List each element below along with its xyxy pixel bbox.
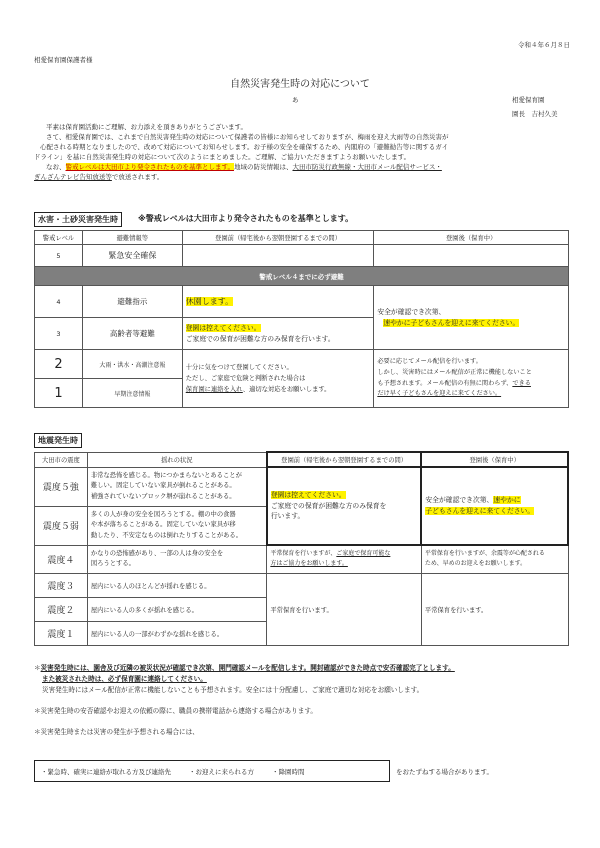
level-21-after (374, 350, 569, 408)
contact-box-tail: をおたずねする場合があります。 (396, 768, 493, 776)
note-1c: 災害発生時にはメール配信が正常に機能しないことも予想されます。安全には十分配慮し、ご家庭で適切な対応をお願いします。 (42, 685, 424, 694)
level-43-after-line2: 速やかに子どもさんを迎えに来てください。 (383, 318, 520, 327)
flood-band-row (35, 267, 569, 286)
intro-p2a: さて、相愛保育園では、これまで自然災害発生時の対応について保護者の皆様にお知らせしておりますが、梅雨を迎え大雨等の自然災害が (46, 133, 449, 142)
contact-box-item1: ・緊急時、確実に連絡が取れる方及び連絡先 (41, 767, 171, 776)
quake-row-3 (35, 573, 569, 597)
level-4: 4 (35, 286, 83, 318)
shaking-4 (87, 545, 266, 573)
level-21-before-line2: ただし、ご家庭で危険と判断された場合は (185, 374, 306, 382)
level-5-info: 緊急安全確保 (82, 245, 182, 267)
intro-p3-mid: 地域の防災情報は、 (233, 163, 293, 172)
intro-p2b: 心配される時期となりましたので、改めて対応についてお知らせします。お子様の安全を確保するため、内閣府の「避難勧告等に関するガイ (40, 143, 449, 152)
shaking-3: 屋内にいる人のほとんどが揺れを感じる。 (87, 573, 266, 597)
level-1-info: 早期注意情報 (82, 379, 182, 408)
shaking-4-line2: 図ろうとする。 (90, 560, 135, 567)
note-3: ＊災害発生時または災害の発生が予想される場合には、 (34, 727, 199, 736)
intro-p3-link1: 大田市防災行政無線・大田市メール配信サービス・ (292, 163, 442, 172)
shaking-5l-line3: 動したり、不安定なものは倒れたりすることがある。 (90, 531, 242, 539)
level-21-before-line3b: 、適切な対応をお願いします。 (242, 386, 331, 393)
date: 令和４年６月８日 (518, 41, 570, 49)
level-4-info: 避難指示 (82, 286, 182, 318)
flood-header-level: 警戒レベル (35, 231, 83, 245)
sender-org: 相愛保育園 (512, 96, 545, 104)
notes (34, 663, 579, 737)
shaking-5u-line2: 難しい。固定していない家具が倒れることがある。 (90, 482, 236, 490)
level-3-before-line2: ご家庭での保育が困難な方のみ保育を行います。 (185, 334, 335, 343)
shaking-1: 屋内にいる人の一部がわずかな揺れを感じる。 (87, 621, 266, 645)
level-2-info: 大雨・洪水・高潮注意報 (82, 350, 182, 379)
note-3-text: 災害発生時または災害の発生が予想される場合には、 (40, 727, 199, 736)
quake-4-before-line2: 方はご協力をお願いします。 (270, 560, 348, 568)
level-21-after-line3: も予想されます。メール配信の有無に関わらず、 (377, 379, 513, 387)
level-21-before-line1: 十分に気をつけて登園してください。 (185, 363, 293, 371)
quake-4-after-line2: ため、早めのお迎えをお願いします。 (424, 560, 527, 568)
intensity-5l: 震度５弱 (35, 506, 88, 545)
note-1b: また被災された時は、必ず保育園に連絡してください。 (42, 674, 207, 683)
quake-5-before (267, 467, 422, 545)
quake-5-after-hl1: 速やかに (493, 496, 521, 505)
level-3-before (182, 318, 374, 350)
intro (34, 122, 579, 182)
level-43-after-line1: 安全が確認でき次第、 (377, 307, 446, 316)
level-2: 2 (35, 350, 83, 379)
quake-5-before-line2: ご家庭での保育が困難な方のみ保育を (270, 501, 387, 510)
quake-321-after: 平常保育を行います。 (421, 573, 568, 645)
level-21-before-line3a: 保育園に連絡を入れ (185, 386, 243, 393)
flood-row-4 (35, 286, 569, 318)
recipient: 相愛保育園保護者様 (34, 56, 93, 64)
level-5-before (182, 245, 374, 267)
quake-header-shaking: 揺れの状況 (87, 452, 266, 467)
quake-5-after-line1: 安全が確認でき次第、 (425, 496, 494, 505)
intro-p3-pre: なお、 (46, 163, 66, 172)
quake-tag: 地震発生時 (34, 433, 82, 448)
quake-header-row (35, 452, 569, 467)
shaking-5l-line2: や本が落ちることがある。固定していない家具が移 (90, 521, 236, 529)
stray-char: あ (292, 96, 299, 104)
flood-row-5 (35, 245, 569, 267)
level-4-before (182, 286, 374, 318)
quake-header-after: 登園後（保育中） (421, 452, 568, 467)
quake-header-before: 登園前（帰宅後から翌朝登園するまでの間） (267, 452, 422, 467)
intensity-1: 震度１ (35, 621, 88, 645)
quake-table (34, 451, 569, 646)
intensity-2: 震度２ (35, 597, 88, 621)
quake-5-before-line3: 行います。 (270, 512, 305, 521)
evacuate-band: 警戒レベル４までに必ず避難 (35, 267, 569, 286)
intro-p3-end: で放送されます。 (111, 173, 164, 182)
level-43-after (374, 286, 569, 350)
quake-4-after-line1: 平常保育を行いますが、余震等が心配される (424, 550, 545, 558)
shaking-2: 屋内にいる人の多くが揺れを感じる。 (87, 597, 266, 621)
note-2-text: 災害発生時の安否確認やお迎えの依頼の際に、職員の携帯電話から連絡する場合があります。 (40, 706, 318, 715)
intro-p2c: ドライン」を基に自然災害発生時の対応について次のようにまとめました。ご理解、ご協力いただきますようお願いいたします。 (34, 153, 411, 162)
level-3-info: 高齢者等避難 (82, 318, 182, 350)
level-5: 5 (35, 245, 83, 267)
intro-p3b (34, 172, 579, 182)
intro-p3 (34, 162, 579, 172)
note-1: ＊災害発生時には、園舎及び近隣の被災状況が確認でき次第、開門確認メールを配信します。開封確認ができた時点で安否確認完了とします。 (34, 664, 455, 672)
note-1a: 災害発生時には、園舎及び近隣の被災状況が確認でき次第、開門確認メールを配信します。開封確認ができた時点で安否確認完了とします。 (40, 664, 455, 672)
shaking-5u-line3: 補強されていないブロック塀が崩れることがある。 (90, 492, 236, 500)
intro-p1: 平素は保育園活動にご理解、お力添えを頂きありがとうございます。 (46, 123, 247, 131)
level-3: 3 (35, 318, 83, 350)
quake-row-5u (35, 467, 569, 506)
flood-tag: 水害・土砂災害発生時 (34, 212, 122, 227)
page-title: 自然災害発生時の対応について (230, 79, 370, 90)
level-21-before (182, 350, 374, 408)
quake-321-before: 平常保育を行います。 (267, 573, 422, 645)
flood-table (34, 230, 569, 408)
shaking-5u-line1: 非常な恐怖を感じる。物につかまらないとあることが (90, 472, 242, 480)
shaking-5l-line1: 多くの人が身の安全を図ろうとする。棚の中の食器 (90, 511, 236, 519)
quake-4-after (421, 545, 568, 573)
level-21-after-line4: だけ早く子どもさんを迎えに来てください。 (377, 390, 502, 398)
flood-note: ※警戒レベルは大田市より発令されたものを基準とします。 (138, 214, 354, 223)
level-21-after-line2: しかし、災害時にはメール配信が正常に機能しないこと (377, 368, 532, 376)
flood-row-2 (35, 350, 569, 379)
intensity-3: 震度３ (35, 573, 88, 597)
shaking-5u (87, 467, 266, 506)
sender-name: 園長 吉村久美 (512, 110, 558, 118)
quake-4-before-line1u: ご家庭で保育可能な (336, 550, 391, 558)
quake-5-after (421, 467, 568, 545)
quake-5-before-hl: 登園は控えてください。 (270, 490, 346, 499)
note-2: ＊災害発生時の安否確認やお迎えの依頼の際に、職員の携帯電話から連絡する場合があります。 (34, 706, 318, 715)
level-21-after-line1: 必要に応じてメール配信を行います。 (377, 357, 482, 365)
quake-row-4 (35, 545, 569, 573)
intro-p3-link2: ぎんざんテレビ告知放送等 (34, 173, 112, 182)
contact-box (34, 760, 390, 782)
contact-box-item3: ・降園時間 (272, 767, 305, 776)
quake-4-before (267, 545, 422, 573)
flood-header-after: 登園後（保育中） (374, 231, 569, 245)
shaking-5l (87, 506, 266, 545)
flood-header-row (35, 231, 569, 245)
quake-header-intensity: 大田市の震度 (35, 452, 88, 467)
intensity-5u: 震度５強 (35, 467, 88, 506)
flood-header-before: 登園前（帰宅後から翌朝登園するまでの間） (182, 231, 374, 245)
level-3-before-hl: 登園は控えてください。 (185, 323, 261, 332)
quake-5-after-hl2: 子どもさんを迎えに来てください。 (425, 507, 535, 515)
level-5-after (374, 245, 569, 267)
level-21-after-line3u: できる (512, 379, 531, 387)
contact-box-item2: ・お迎えに来られる方 (189, 767, 254, 776)
flood-header-info: 避難情報等 (82, 231, 182, 245)
intensity-4: 震度４ (35, 545, 88, 573)
shaking-4-line1: かなりの恐怖感があり、一部の人は身の安全を (90, 549, 224, 557)
level-1: 1 (35, 379, 83, 408)
quake-4-before-line1: 平常保育を行いますが、 (270, 550, 337, 558)
intro-p3-highlight: 警戒レベルは大田市より発令されたものを基準とします。 (65, 163, 234, 172)
closed-notice: 休園します。 (185, 297, 234, 306)
